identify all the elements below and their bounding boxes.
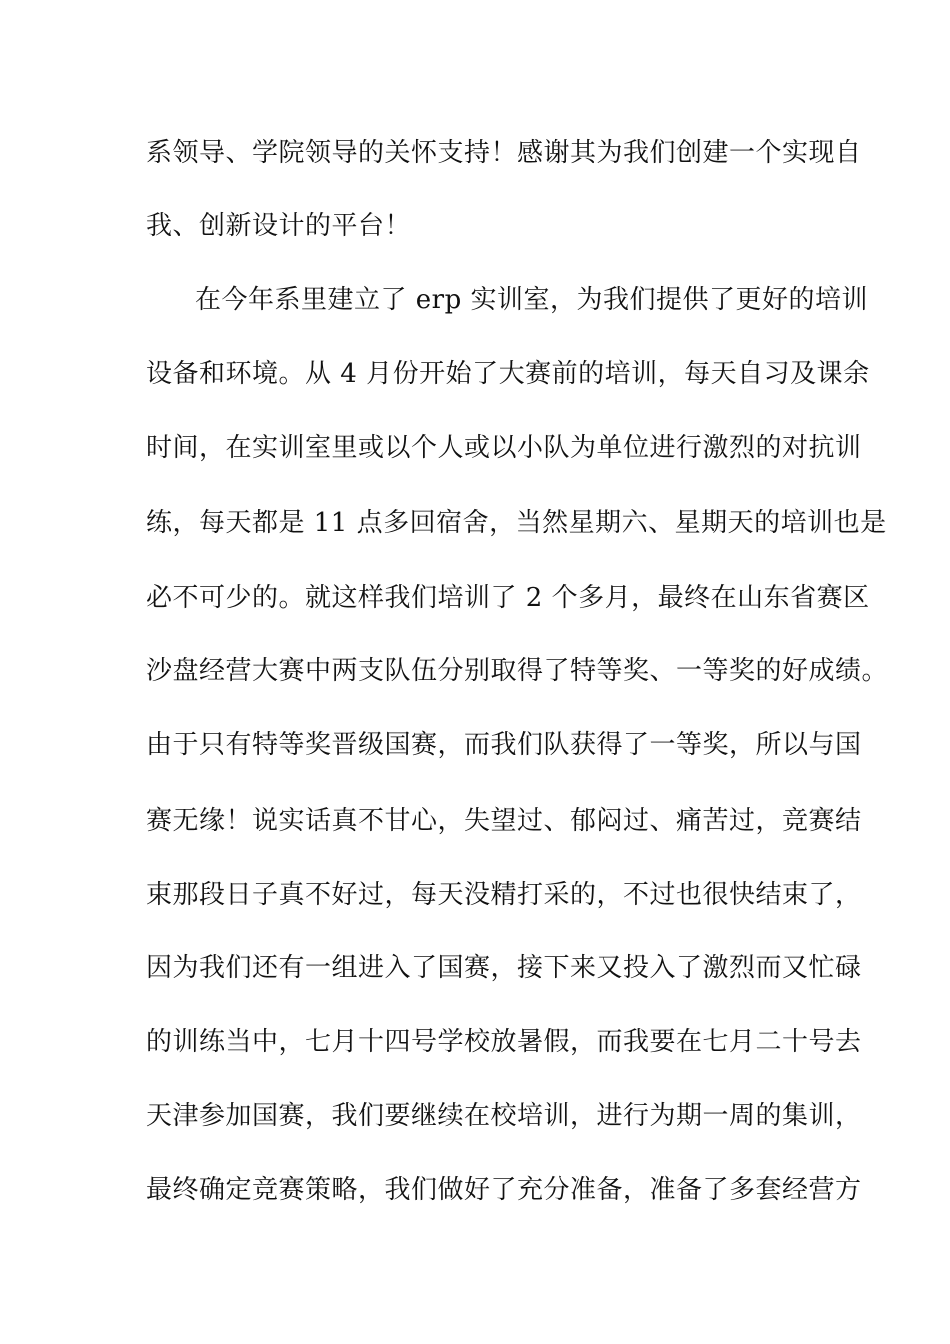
text-line: 天津参加国赛，我们要继续在校培训，进行为期一周的集训， xyxy=(146,1101,862,1131)
paragraph-start-line: 在今年系里建立了 erp 实训室，为我们提供了更好的培训 xyxy=(195,285,868,315)
text-line: 系领导、学院领导的关怀支持！感谢其为我们创建一个实现自 xyxy=(146,138,862,168)
text-line: 设备和环境。从 4 月份开始了大赛前的培训，每天自习及课余 xyxy=(146,359,870,389)
text-line: 的训练当中，七月十四号学校放暑假，而我要在七月二十号去 xyxy=(146,1027,862,1057)
text-line: 沙盘经营大赛中两支队伍分别取得了特等奖、一等奖的好成绩。 xyxy=(146,656,889,686)
text-line: 时间，在实训室里或以个人或以小队为单位进行激烈的对抗训 xyxy=(146,433,862,463)
text-line: 必不可少的。就这样我们培训了 2 个多月，最终在山东省赛区 xyxy=(146,583,870,613)
text-line: 束那段日子真不好过，每天没精打采的，不过也很快结束了， xyxy=(146,880,862,910)
text-line: 练，每天都是 11 点多回宿舍，当然星期六、星期天的培训也是 xyxy=(146,508,887,538)
text-line: 我、创新设计的平台！ xyxy=(146,211,412,241)
text-line: 最终确定竞赛策略，我们做好了充分准备，准备了多套经营方 xyxy=(146,1175,862,1205)
text-line: 因为我们还有一组进入了国赛，接下来又投入了激烈而又忙碌 xyxy=(146,953,862,983)
text-line: 赛无缘！说实话真不甘心，失望过、郁闷过、痛苦过，竞赛结 xyxy=(146,806,862,836)
text-line: 由于只有特等奖晋级国赛，而我们队获得了一等奖，所以与国 xyxy=(146,730,862,760)
